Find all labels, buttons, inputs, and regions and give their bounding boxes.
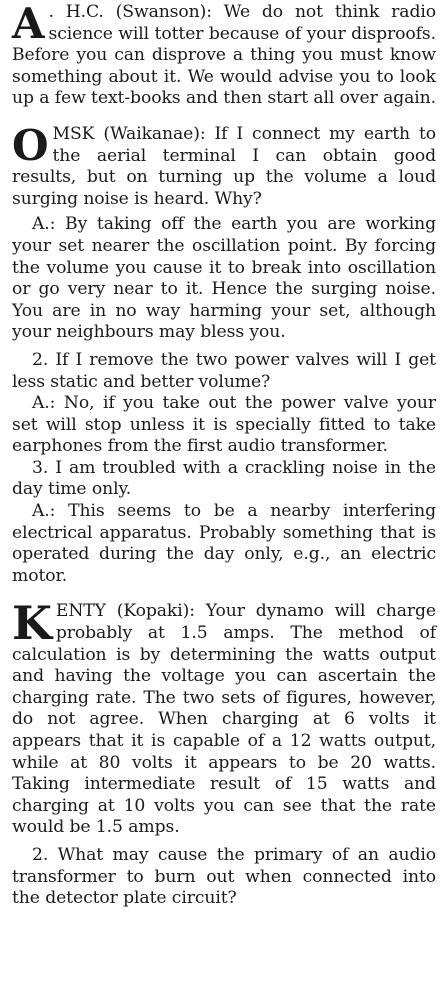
entry-divider xyxy=(12,587,436,601)
reply-text: ENTY (Kopaki): Your dynamo will charge probably at 1.5 amps. The method of calculation is by determining the watts output and having the voltage you can ascertain the charging rate. The two sets of figures, however, do not agree. When charging at 6 volts it appears that it is capable of a 12 watts output, while at 80 volts it appears to be 20 watts. Taking intermediate result of 15 watts and charging at 10 volts you can see that the rate would be 1.5 amps. xyxy=(12,601,436,838)
reply-entry-kenty xyxy=(12,596,436,909)
question-paragraph: 3. I am troubled with a crackling noise in the day time only. xyxy=(12,457,436,500)
reply-entry-swanson xyxy=(12,0,436,110)
question-text: MSK (Waikanae): If I connect my earth to the aerial terminal I can obtain good results, but on turning up the volume a loud surging noise is heard. Why? xyxy=(12,123,436,209)
answer-paragraph: A.: No, if you take out the power valve your set will stop unless it is specially fitted to take earphones from the first audio transformer. xyxy=(12,393,436,457)
reply-text: . H.C. (Swanson): We do not think radio science will totter because of your disproofs. Before you can disprove a thing you must know something about it. We would advise you to look up a few text-books and then start all over again. xyxy=(12,2,436,109)
reply-paragraph xyxy=(12,596,436,839)
reply-paragraph xyxy=(12,2,436,110)
drop-cap: K xyxy=(12,596,52,651)
answer-paragraph: A.: This seems to be a nearby interfering electrical apparatus. Probably something that is operated during the day only, e.g., an electric motor. xyxy=(12,501,436,586)
question-paragraph xyxy=(12,120,436,210)
question-paragraph: 2. If I remove the two power valves will I get less static and better volume? xyxy=(12,349,436,392)
drop-cap: A xyxy=(12,0,45,48)
drop-cap: O xyxy=(12,120,49,170)
article-column xyxy=(12,0,436,910)
question-paragraph: 2. What may cause the primary of an audio transformer to burn out when connected into the detector plate circuit? xyxy=(12,844,436,909)
reply-entry-omsk xyxy=(12,120,436,587)
entry-divider xyxy=(12,110,436,124)
answer-paragraph: A.: By taking off the earth you are working your set nearer the oscillation point. By forcing the volume you cause it to break into oscillation or go very near to it. Hence the surging noise. You are in no way harming your set, although your neighbours may bless you. xyxy=(12,214,436,343)
